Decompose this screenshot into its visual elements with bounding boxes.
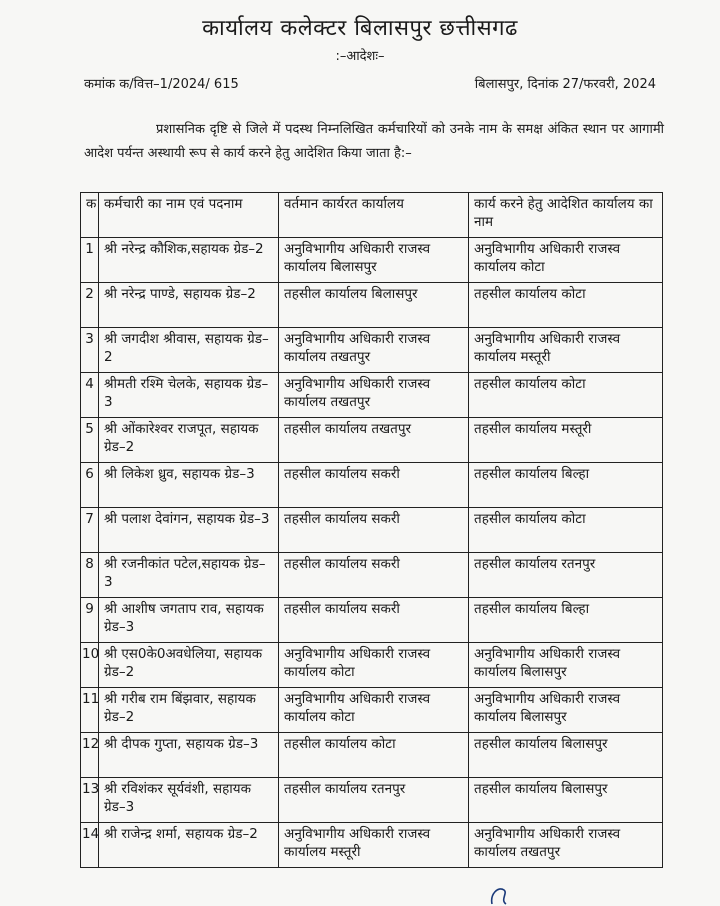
row-employee-name: श्री आशीष जगताप राव, सहायक ग्रेड–3 xyxy=(99,598,279,643)
row-serial: 7 xyxy=(81,508,99,553)
row-current-office: तहसील कार्यालय सकरी xyxy=(279,463,469,508)
row-employee-name: श्री गरीब राम बिंझवार, सहायक ग्रेड–2 xyxy=(99,688,279,733)
row-ordered-office: तहसील कार्यालय कोटा xyxy=(469,373,663,418)
order-heading: :–आदेशः– xyxy=(335,49,385,64)
row-ordered-office: तहसील कार्यालय रतनपुर xyxy=(469,553,663,598)
intro-text: प्रशासनिक दृष्टि से जिले में पदस्थ निम्नलिखित कर्मचारियों को उनके नाम के समक्ष अंकित स्थान पर आगामी आदेश पर्यन्त अस्थायी रूप से कार्य करने हेतु आदेशित किया जाता है:– xyxy=(84,122,664,161)
table-row xyxy=(81,508,663,553)
table-row xyxy=(81,553,663,598)
row-ordered-office: अनुविभागीय अधिकारी राजस्व कार्यालय तखतपुर xyxy=(469,823,663,868)
header-employee-name: कर्मचारी का नाम एवं पदनाम xyxy=(99,193,279,238)
row-employee-name: श्रीमती रश्मि चेलके, सहायक ग्रेड–3 xyxy=(99,373,279,418)
row-current-office: अनुविभागीय अधिकारी राजस्व कार्यालय कोटा xyxy=(279,688,469,733)
row-ordered-office: तहसील कार्यालय मस्तूरी xyxy=(469,418,663,463)
row-current-office: तहसील कार्यालय बिलासपुर xyxy=(279,283,469,328)
row-current-office: अनुविभागीय अधिकारी राजस्व कार्यालय तखतपुर xyxy=(279,373,469,418)
row-ordered-office: तहसील कार्यालय बिलासपुर xyxy=(469,778,663,823)
row-serial: 1 xyxy=(81,238,99,283)
row-ordered-office: तहसील कार्यालय बिलासपुर xyxy=(469,733,663,778)
row-ordered-office: तहसील कार्यालय कोटा xyxy=(469,508,663,553)
row-serial: 12 xyxy=(81,733,99,778)
row-ordered-office: तहसील कार्यालय बिल्हा xyxy=(469,598,663,643)
row-employee-name: श्री दीपक गुप्ता, सहायक ग्रेड–3 xyxy=(99,733,279,778)
row-ordered-office: अनुविभागीय अधिकारी राजस्व कार्यालय मस्तूरी xyxy=(469,328,663,373)
table-row xyxy=(81,463,663,508)
table-row xyxy=(81,328,663,373)
row-serial: 11 xyxy=(81,688,99,733)
row-serial: 3 xyxy=(81,328,99,373)
row-ordered-office: तहसील कार्यालय कोटा xyxy=(469,283,663,328)
row-serial: 4 xyxy=(81,373,99,418)
document-title: कार्यालय कलेक्टर बिलासपुर छत्तीसगढ xyxy=(202,16,518,41)
row-current-office: तहसील कार्यालय रतनपुर xyxy=(279,778,469,823)
table-row xyxy=(81,688,663,733)
row-employee-name: श्री ओंकारेश्वर राजपूत, सहायक ग्रेड–2 xyxy=(99,418,279,463)
row-serial: 10 xyxy=(81,643,99,688)
table-row xyxy=(81,643,663,688)
row-current-office: अनुविभागीय अधिकारी राजस्व कार्यालय मस्तूरी xyxy=(279,823,469,868)
row-ordered-office: तहसील कार्यालय बिल्हा xyxy=(469,463,663,508)
table-row xyxy=(81,238,663,283)
table-row xyxy=(81,373,663,418)
table-row xyxy=(81,778,663,823)
signature-mark xyxy=(486,880,516,906)
row-employee-name: श्री लिकेश ध्रुव, सहायक ग्रेड–3 xyxy=(99,463,279,508)
row-serial: 13 xyxy=(81,778,99,823)
table-body xyxy=(81,238,663,868)
row-current-office: तहसील कार्यालय कोटा xyxy=(279,733,469,778)
intro-paragraph xyxy=(84,118,664,166)
row-ordered-office: अनुविभागीय अधिकारी राजस्व कार्यालय कोटा xyxy=(469,238,663,283)
row-serial: 5 xyxy=(81,418,99,463)
row-current-office: तहसील कार्यालय सकरी xyxy=(279,598,469,643)
row-employee-name: श्री नरेन्द्र पाण्डे, सहायक ग्रेड–2 xyxy=(99,283,279,328)
table-row xyxy=(81,283,663,328)
row-current-office: अनुविभागीय अधिकारी राजस्व कार्यालय तखतपुर xyxy=(279,328,469,373)
row-current-office: तहसील कार्यालय सकरी xyxy=(279,553,469,598)
row-employee-name: श्री नरेन्द्र कौशिक,सहायक ग्रेड–2 xyxy=(99,238,279,283)
table-row xyxy=(81,733,663,778)
row-current-office: तहसील कार्यालय सकरी xyxy=(279,508,469,553)
row-current-office: अनुविभागीय अधिकारी राजस्व कार्यालय बिलासपुर xyxy=(279,238,469,283)
header-ordered-office: कार्य करने हेतु आदेशित कार्यालय का नाम xyxy=(469,193,663,238)
place-date: बिलासपुर, दिनांक 27/फरवरी, 2024 xyxy=(474,77,656,92)
table-row xyxy=(81,598,663,643)
row-current-office: अनुविभागीय अधिकारी राजस्व कार्यालय कोटा xyxy=(279,643,469,688)
row-employee-name: श्री रजनीकांत पटेल,सहायक ग्रेड–3 xyxy=(99,553,279,598)
transfer-table xyxy=(80,192,663,868)
reference-line xyxy=(84,74,656,92)
row-current-office: तहसील कार्यालय तखतपुर xyxy=(279,418,469,463)
header-serial: क xyxy=(81,193,99,238)
row-ordered-office: अनुविभागीय अधिकारी राजस्व कार्यालय बिलासपुर xyxy=(469,688,663,733)
row-serial: 6 xyxy=(81,463,99,508)
row-employee-name: श्री एस0के0अवधेलिया, सहायक ग्रेड–2 xyxy=(99,643,279,688)
table-row xyxy=(81,823,663,868)
row-serial: 14 xyxy=(81,823,99,868)
row-employee-name: श्री रविशंकर सूर्यवंशी, सहायक ग्रेड–3 xyxy=(99,778,279,823)
row-serial: 8 xyxy=(81,553,99,598)
row-employee-name: श्री पलाश देवांगन, सहायक ग्रेड–3 xyxy=(99,508,279,553)
table-header-row xyxy=(81,193,663,238)
order-number: कमांक क/वित्त–1/2024/ 615 xyxy=(84,77,239,92)
row-employee-name: श्री जगदीश श्रीवास, सहायक ग्रेड–2 xyxy=(99,328,279,373)
row-ordered-office: अनुविभागीय अधिकारी राजस्व कार्यालय बिलासपुर xyxy=(469,643,663,688)
row-serial: 2 xyxy=(81,283,99,328)
row-serial: 9 xyxy=(81,598,99,643)
table-row xyxy=(81,418,663,463)
header-current-office: वर्तमान कार्यरत कार्यालय xyxy=(279,193,469,238)
row-employee-name: श्री राजेन्द्र शर्मा, सहायक ग्रेड–2 xyxy=(99,823,279,868)
